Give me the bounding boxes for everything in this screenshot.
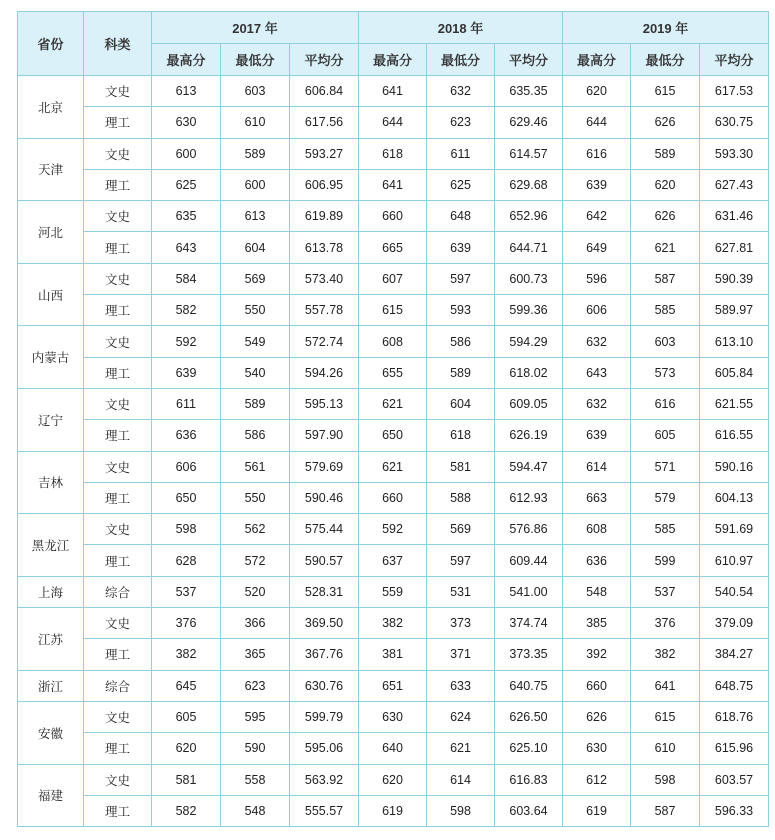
score-cell: 558 (221, 764, 290, 795)
score-cell: 373.35 (495, 639, 563, 670)
score-cell: 573.40 (290, 263, 359, 294)
subject-cell: 理工 (84, 232, 152, 263)
score-cell: 608 (359, 326, 427, 357)
score-cell: 587 (631, 795, 700, 826)
subject-cell: 理工 (84, 169, 152, 200)
score-cell: 537 (152, 576, 221, 607)
header-min-score: 最低分 (631, 44, 700, 76)
score-cell: 587 (631, 263, 700, 294)
score-cell: 584 (152, 263, 221, 294)
score-cell: 633 (427, 670, 495, 701)
score-cell: 643 (152, 232, 221, 263)
table-row (18, 326, 769, 357)
score-cell: 621 (427, 733, 495, 764)
subject-cell: 理工 (84, 357, 152, 388)
score-cell: 595.13 (290, 388, 359, 419)
subject-cell: 文史 (84, 608, 152, 639)
score-cell: 635 (152, 201, 221, 232)
score-cell: 591.69 (700, 514, 769, 545)
score-cell: 367.76 (290, 639, 359, 670)
score-cell: 614.57 (495, 138, 563, 169)
header-year-2018: 2018 年 (359, 12, 563, 44)
score-cell: 636 (563, 545, 631, 576)
score-cell: 620 (152, 733, 221, 764)
table-row (18, 576, 769, 607)
score-cell: 651 (359, 670, 427, 701)
score-cell: 639 (563, 420, 631, 451)
score-cell: 618 (359, 138, 427, 169)
score-cell: 549 (221, 326, 290, 357)
score-cell: 608 (563, 514, 631, 545)
score-cell: 548 (563, 576, 631, 607)
score-cell: 615 (359, 295, 427, 326)
subject-cell: 综合 (84, 576, 152, 607)
score-cell: 597.90 (290, 420, 359, 451)
score-cell: 621 (631, 232, 700, 263)
score-cell: 598 (152, 514, 221, 545)
score-cell: 628 (152, 545, 221, 576)
header-subject: 科类 (84, 12, 152, 76)
subject-cell: 理工 (84, 107, 152, 138)
score-cell: 641 (359, 169, 427, 200)
score-cell: 581 (152, 764, 221, 795)
subject-cell: 理工 (84, 733, 152, 764)
score-cell: 586 (427, 326, 495, 357)
score-cell: 589 (221, 388, 290, 419)
score-cell: 613 (152, 76, 221, 107)
score-cell: 607 (359, 263, 427, 294)
score-cell: 625.10 (495, 733, 563, 764)
score-cell: 596 (563, 263, 631, 294)
score-cell: 629.46 (495, 107, 563, 138)
score-cell: 582 (152, 295, 221, 326)
score-cell: 600.73 (495, 263, 563, 294)
subject-cell: 文史 (84, 201, 152, 232)
score-cell: 617.56 (290, 107, 359, 138)
score-cell: 575.44 (290, 514, 359, 545)
score-cell: 603 (631, 326, 700, 357)
table-row (18, 764, 769, 795)
province-cell: 北京 (18, 76, 84, 139)
score-cell: 632 (427, 76, 495, 107)
score-cell: 555.57 (290, 795, 359, 826)
score-cell: 561 (221, 451, 290, 482)
score-cell: 605 (152, 701, 221, 732)
score-cell: 631.46 (700, 201, 769, 232)
score-cell: 630 (563, 733, 631, 764)
subject-cell: 理工 (84, 795, 152, 826)
province-cell: 天津 (18, 138, 84, 201)
score-cell: 366 (221, 608, 290, 639)
score-cell: 598 (427, 795, 495, 826)
table-row (18, 451, 769, 482)
score-cell: 652.96 (495, 201, 563, 232)
score-cell: 569 (427, 514, 495, 545)
table-row (18, 138, 769, 169)
subject-cell: 理工 (84, 545, 152, 576)
score-cell: 373 (427, 608, 495, 639)
table-body (18, 76, 769, 827)
province-cell: 辽宁 (18, 388, 84, 451)
score-cell: 592 (152, 326, 221, 357)
province-cell: 吉林 (18, 451, 84, 514)
table-row (18, 295, 769, 326)
score-cell: 614 (563, 451, 631, 482)
score-cell: 589 (427, 357, 495, 388)
score-cell: 582 (152, 795, 221, 826)
score-cell: 613.10 (700, 326, 769, 357)
score-cell: 571 (631, 451, 700, 482)
score-cell: 581 (427, 451, 495, 482)
score-cell: 392 (563, 639, 631, 670)
score-cell: 636 (152, 420, 221, 451)
score-cell: 382 (152, 639, 221, 670)
table-row (18, 639, 769, 670)
score-cell: 637 (359, 545, 427, 576)
table-row (18, 232, 769, 263)
score-cell: 665 (359, 232, 427, 263)
score-cell: 610.97 (700, 545, 769, 576)
score-cell: 597 (427, 545, 495, 576)
score-cell: 590.46 (290, 482, 359, 513)
admission-score-table (17, 11, 769, 827)
header-max-score: 最高分 (563, 44, 631, 76)
score-cell: 663 (563, 482, 631, 513)
score-cell: 605 (631, 420, 700, 451)
score-cell: 635.35 (495, 76, 563, 107)
score-cell: 595.06 (290, 733, 359, 764)
table-row (18, 733, 769, 764)
score-cell: 630 (152, 107, 221, 138)
score-cell: 531 (427, 576, 495, 607)
score-cell: 586 (221, 420, 290, 451)
score-cell: 626 (563, 701, 631, 732)
score-cell: 627.43 (700, 169, 769, 200)
score-cell: 639 (427, 232, 495, 263)
score-cell: 590 (221, 733, 290, 764)
score-cell: 660 (359, 482, 427, 513)
score-cell: 620 (631, 169, 700, 200)
score-cell: 619 (563, 795, 631, 826)
score-cell: 649 (563, 232, 631, 263)
score-cell: 590.16 (700, 451, 769, 482)
score-cell: 618.76 (700, 701, 769, 732)
score-cell: 626 (631, 107, 700, 138)
subject-cell: 文史 (84, 76, 152, 107)
score-cell: 642 (563, 201, 631, 232)
score-cell: 576.86 (495, 514, 563, 545)
score-cell: 599.36 (495, 295, 563, 326)
score-cell: 585 (631, 514, 700, 545)
score-cell: 606 (563, 295, 631, 326)
score-cell: 603.57 (700, 764, 769, 795)
header-max-score: 最高分 (152, 44, 221, 76)
score-cell: 563.92 (290, 764, 359, 795)
subject-cell: 理工 (84, 482, 152, 513)
score-cell: 630 (359, 701, 427, 732)
score-cell: 595 (221, 701, 290, 732)
score-cell: 592 (359, 514, 427, 545)
header-province: 省份 (18, 12, 84, 76)
province-cell: 福建 (18, 764, 84, 827)
subject-cell: 文史 (84, 326, 152, 357)
score-cell: 616 (631, 388, 700, 419)
table-row (18, 608, 769, 639)
score-cell: 626.50 (495, 701, 563, 732)
score-cell: 620 (563, 76, 631, 107)
score-cell: 593 (427, 295, 495, 326)
score-cell: 618.02 (495, 357, 563, 388)
subject-cell: 综合 (84, 670, 152, 701)
score-cell: 382 (631, 639, 700, 670)
table-row (18, 701, 769, 732)
score-cell: 381 (359, 639, 427, 670)
subject-cell: 理工 (84, 420, 152, 451)
score-cell: 603 (221, 76, 290, 107)
score-cell: 572.74 (290, 326, 359, 357)
score-cell: 598 (631, 764, 700, 795)
score-cell: 573 (631, 357, 700, 388)
province-cell: 内蒙古 (18, 326, 84, 389)
score-cell: 384.27 (700, 639, 769, 670)
score-cell: 605.84 (700, 357, 769, 388)
table-row (18, 420, 769, 451)
score-cell: 540 (221, 357, 290, 388)
score-cell: 610 (221, 107, 290, 138)
score-cell: 650 (359, 420, 427, 451)
subject-cell: 文史 (84, 263, 152, 294)
score-cell: 623 (427, 107, 495, 138)
score-cell: 606 (152, 451, 221, 482)
score-cell: 612.93 (495, 482, 563, 513)
table-row (18, 107, 769, 138)
header-avg-score: 平均分 (495, 44, 563, 76)
score-cell: 550 (221, 295, 290, 326)
score-cell: 630.75 (700, 107, 769, 138)
score-cell: 604 (221, 232, 290, 263)
score-cell: 603.64 (495, 795, 563, 826)
table-row (18, 388, 769, 419)
score-cell: 640 (359, 733, 427, 764)
score-cell: 572 (221, 545, 290, 576)
score-cell: 645 (152, 670, 221, 701)
table-header (18, 12, 769, 76)
score-cell: 613.78 (290, 232, 359, 263)
score-cell: 585 (631, 295, 700, 326)
score-cell: 619 (359, 795, 427, 826)
score-cell: 627.81 (700, 232, 769, 263)
score-cell: 655 (359, 357, 427, 388)
score-cell: 660 (563, 670, 631, 701)
province-cell: 山西 (18, 263, 84, 326)
score-cell: 599.79 (290, 701, 359, 732)
subject-cell: 文史 (84, 451, 152, 482)
score-cell: 593.30 (700, 138, 769, 169)
score-cell: 597 (427, 263, 495, 294)
score-cell: 594.26 (290, 357, 359, 388)
score-cell: 604 (427, 388, 495, 419)
score-cell: 579 (631, 482, 700, 513)
score-cell: 630.76 (290, 670, 359, 701)
score-cell: 541.00 (495, 576, 563, 607)
score-cell: 617.53 (700, 76, 769, 107)
table-row (18, 357, 769, 388)
province-cell: 河北 (18, 201, 84, 264)
score-cell: 639 (563, 169, 631, 200)
score-cell: 610 (631, 733, 700, 764)
score-cell: 623 (221, 670, 290, 701)
score-cell: 629.68 (495, 169, 563, 200)
table-row (18, 201, 769, 232)
subject-cell: 理工 (84, 639, 152, 670)
score-cell: 624 (427, 701, 495, 732)
score-cell: 621 (359, 388, 427, 419)
score-cell: 609.44 (495, 545, 563, 576)
score-cell: 615 (631, 701, 700, 732)
score-cell: 650 (152, 482, 221, 513)
score-cell: 625 (152, 169, 221, 200)
score-cell: 613 (221, 201, 290, 232)
header-min-score: 最低分 (221, 44, 290, 76)
score-cell: 528.31 (290, 576, 359, 607)
table-row (18, 263, 769, 294)
score-cell: 589 (631, 138, 700, 169)
table-row (18, 514, 769, 545)
subject-cell: 文史 (84, 138, 152, 169)
score-cell: 604.13 (700, 482, 769, 513)
score-cell: 557.78 (290, 295, 359, 326)
score-cell: 660 (359, 201, 427, 232)
score-cell: 619.89 (290, 201, 359, 232)
score-cell: 648 (427, 201, 495, 232)
score-cell: 609.05 (495, 388, 563, 419)
header-year-2017: 2017 年 (152, 12, 359, 44)
score-cell: 594.29 (495, 326, 563, 357)
table-row (18, 482, 769, 513)
header-min-score: 最低分 (427, 44, 495, 76)
subject-cell: 文史 (84, 764, 152, 795)
score-cell: 639 (152, 357, 221, 388)
score-cell: 641 (359, 76, 427, 107)
score-cell: 376 (631, 608, 700, 639)
table-row (18, 670, 769, 701)
subject-cell: 文史 (84, 701, 152, 732)
score-cell: 612 (563, 764, 631, 795)
score-cell: 620 (359, 764, 427, 795)
score-cell: 618 (427, 420, 495, 451)
header-year-2019: 2019 年 (563, 12, 769, 44)
score-cell: 579.69 (290, 451, 359, 482)
table-row (18, 169, 769, 200)
score-cell: 379.09 (700, 608, 769, 639)
score-cell: 593.27 (290, 138, 359, 169)
score-cell: 590.57 (290, 545, 359, 576)
score-cell: 365 (221, 639, 290, 670)
score-cell: 643 (563, 357, 631, 388)
province-cell: 安徽 (18, 701, 84, 764)
score-cell: 625 (427, 169, 495, 200)
score-cell: 385 (563, 608, 631, 639)
score-cell: 644.71 (495, 232, 563, 263)
table-row (18, 545, 769, 576)
score-cell: 606.84 (290, 76, 359, 107)
score-cell: 374.74 (495, 608, 563, 639)
score-cell: 640.75 (495, 670, 563, 701)
score-cell: 615.96 (700, 733, 769, 764)
score-cell: 369.50 (290, 608, 359, 639)
score-cell: 632 (563, 388, 631, 419)
score-table-container (17, 11, 768, 827)
score-cell: 644 (359, 107, 427, 138)
province-cell: 江苏 (18, 608, 84, 671)
score-cell: 600 (152, 138, 221, 169)
subject-cell: 理工 (84, 295, 152, 326)
score-cell: 594.47 (495, 451, 563, 482)
score-cell: 611 (427, 138, 495, 169)
score-cell: 371 (427, 639, 495, 670)
subject-cell: 文史 (84, 514, 152, 545)
score-cell: 606.95 (290, 169, 359, 200)
score-cell: 589 (221, 138, 290, 169)
score-cell: 611 (152, 388, 221, 419)
score-cell: 621 (359, 451, 427, 482)
province-cell: 浙江 (18, 670, 84, 701)
subject-cell: 文史 (84, 388, 152, 419)
score-cell: 590.39 (700, 263, 769, 294)
score-cell: 616 (563, 138, 631, 169)
province-cell: 上海 (18, 576, 84, 607)
score-cell: 540.54 (700, 576, 769, 607)
score-cell: 562 (221, 514, 290, 545)
score-cell: 644 (563, 107, 631, 138)
score-cell: 616.83 (495, 764, 563, 795)
score-cell: 376 (152, 608, 221, 639)
score-cell: 626.19 (495, 420, 563, 451)
score-cell: 537 (631, 576, 700, 607)
header-avg-score: 平均分 (700, 44, 769, 76)
table-row (18, 795, 769, 826)
score-cell: 589.97 (700, 295, 769, 326)
score-cell: 648.75 (700, 670, 769, 701)
score-cell: 520 (221, 576, 290, 607)
score-cell: 615 (631, 76, 700, 107)
score-cell: 588 (427, 482, 495, 513)
score-cell: 641 (631, 670, 700, 701)
score-cell: 600 (221, 169, 290, 200)
score-cell: 599 (631, 545, 700, 576)
score-cell: 569 (221, 263, 290, 294)
score-cell: 632 (563, 326, 631, 357)
header-avg-score: 平均分 (290, 44, 359, 76)
score-cell: 616.55 (700, 420, 769, 451)
score-cell: 559 (359, 576, 427, 607)
score-cell: 550 (221, 482, 290, 513)
score-cell: 596.33 (700, 795, 769, 826)
score-cell: 626 (631, 201, 700, 232)
score-cell: 382 (359, 608, 427, 639)
score-cell: 548 (221, 795, 290, 826)
province-cell: 黑龙江 (18, 514, 84, 577)
score-cell: 614 (427, 764, 495, 795)
score-cell: 621.55 (700, 388, 769, 419)
header-max-score: 最高分 (359, 44, 427, 76)
table-row (18, 76, 769, 107)
